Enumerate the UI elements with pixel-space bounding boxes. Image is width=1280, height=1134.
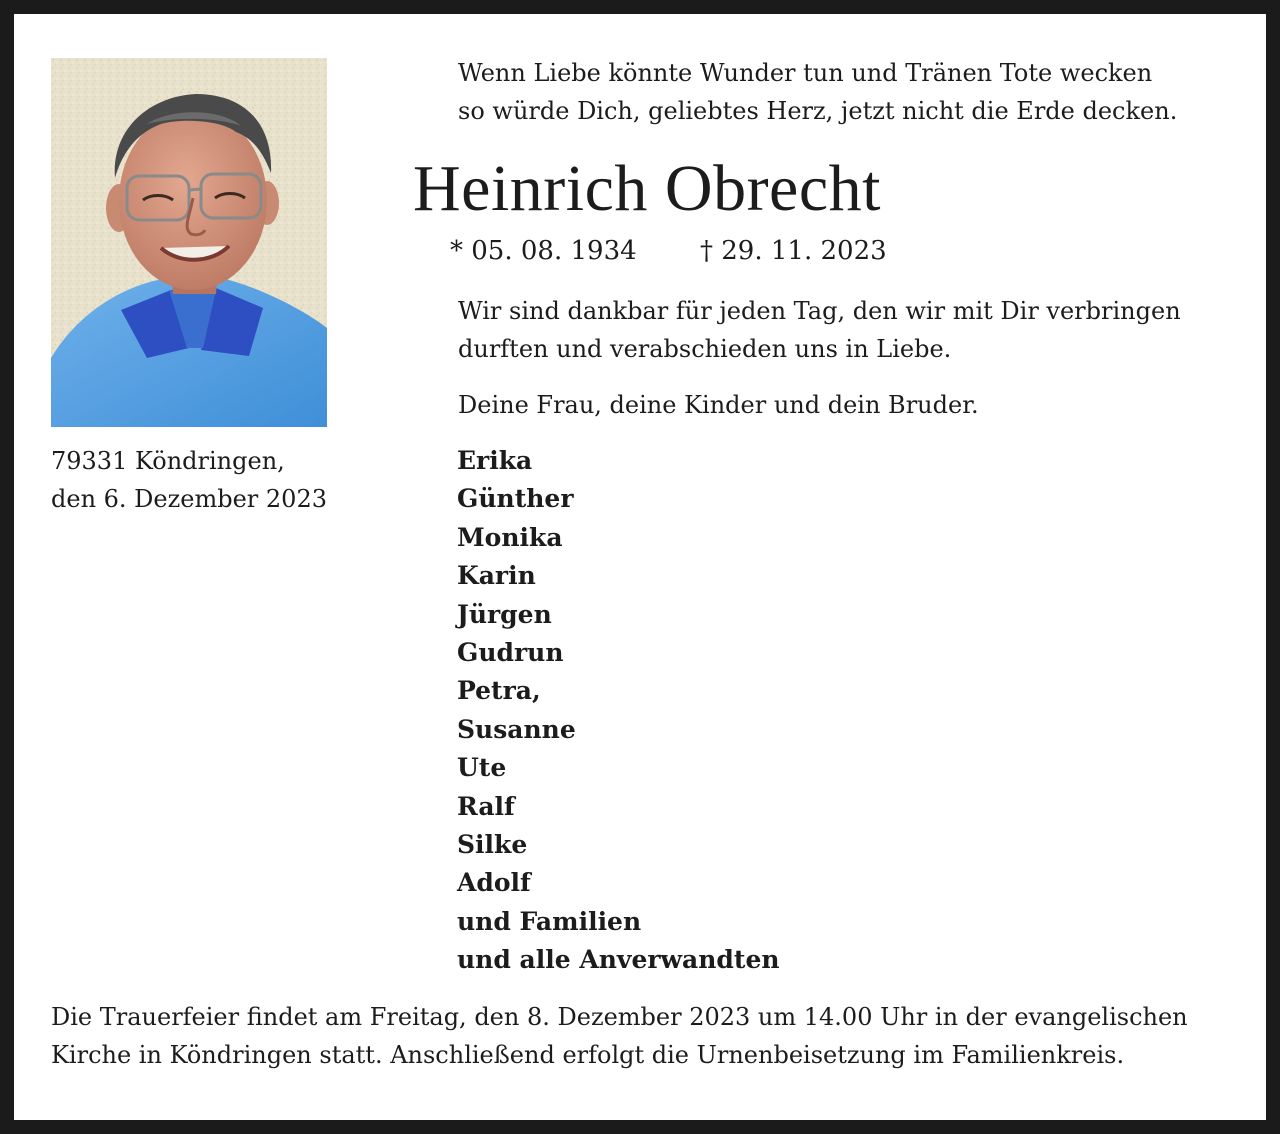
service-line: Kirche in Köndringen statt. Anschließend erfolgt die Urnenbeisetzung im Familienkreis. — [51, 1041, 1125, 1069]
mourner-name: und alle Anverwandten — [457, 945, 780, 975]
mourner-name: und Familien — [457, 906, 642, 936]
mourner-name: Karin — [457, 561, 536, 591]
place-and-date — [51, 442, 327, 518]
mourner-name: Silke — [457, 830, 528, 860]
verse-line: so würde Dich, geliebtes Herz, jetzt nicht die Erde decken. — [458, 97, 1178, 125]
mourner-name: Petra, — [457, 676, 541, 706]
birth-date: * 05. 08. 1934 — [450, 236, 637, 266]
gratitude-line: Wir sind dankbar für jeden Tag, den wir mit Dir verbringen — [458, 297, 1181, 325]
date-line: den 6. Dezember 2023 — [51, 485, 327, 513]
portrait-photo — [51, 58, 327, 427]
deceased-name: Heinrich Obrecht — [413, 152, 881, 225]
verse-line: Wenn Liebe könnte Wunder tun und Tränen Tote wecken — [458, 59, 1153, 87]
death-date: † 29. 11. 2023 — [700, 236, 887, 266]
family-line: Deine Frau, deine Kinder und dein Bruder. — [458, 391, 979, 419]
mourners-list — [457, 442, 780, 980]
service-line: Die Trauerfeier findet am Freitag, den 8. Dezember 2023 um 14.00 Uhr in der evangelischen — [51, 1003, 1188, 1031]
memorial-verse — [458, 54, 1177, 130]
mourner-name: Erika — [457, 446, 533, 475]
mourner-name: Gudrun — [457, 638, 564, 668]
mourner-name: Susanne — [457, 714, 576, 744]
gratitude-line: durften und verabschieden uns in Liebe. — [458, 335, 952, 363]
gratitude-text — [458, 292, 1181, 368]
mourner-name: Jürgen — [457, 599, 552, 629]
mourner-name: Ute — [457, 753, 507, 783]
mourner-name: Adolf — [457, 868, 531, 898]
place-line: 79331 Köndringen, — [51, 447, 285, 475]
mourner-name: Ralf — [457, 791, 515, 821]
mourner-name: Günther — [457, 484, 574, 514]
funeral-service-info — [51, 998, 1241, 1074]
mourner-name: Monika — [457, 522, 563, 552]
obituary-notice — [14, 14, 1266, 1120]
